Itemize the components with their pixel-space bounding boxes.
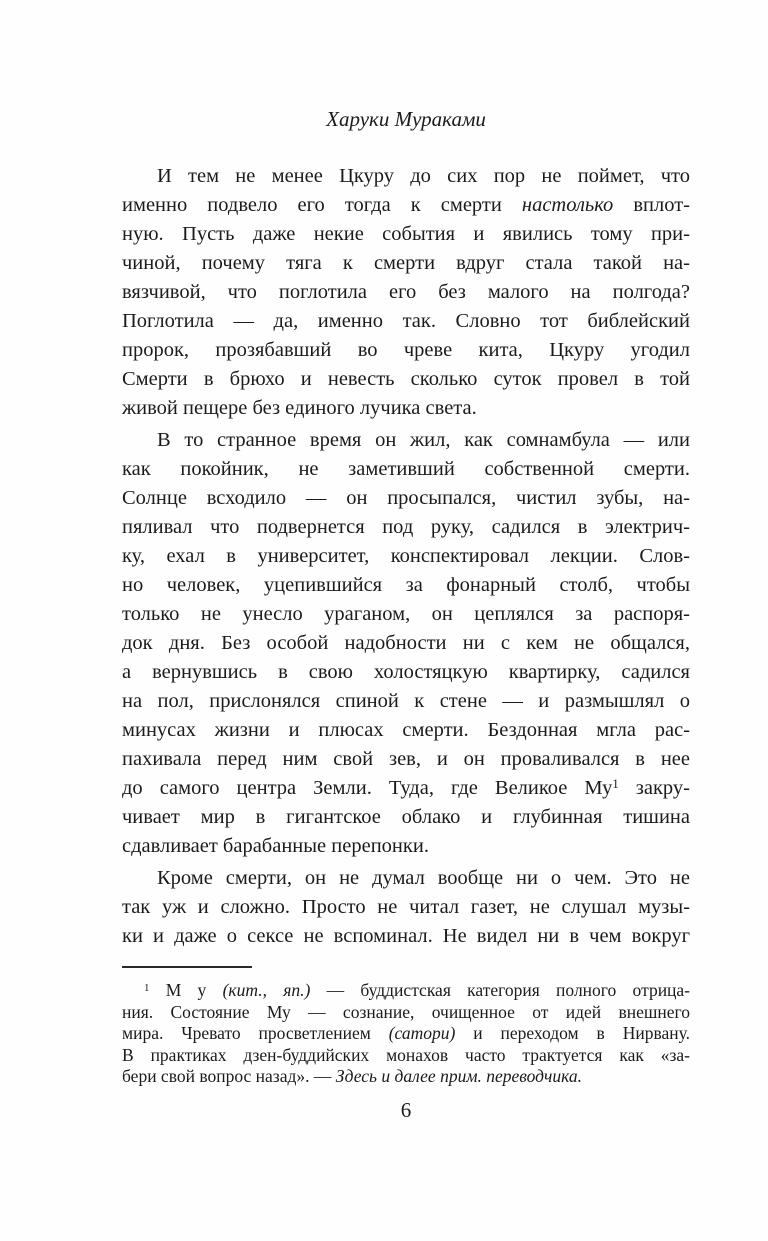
text-line [122,278,690,307]
text-segment: Солнце всходило — он просыпался, чистил зубы, на- [122,487,690,509]
text-line [122,542,690,571]
text-segment: как покойник, не заметивший собственной смерти. [122,458,690,480]
paragraph [122,980,690,1088]
text-segment: И тем не менее Цкуру до сих пор не поймет, что [157,165,690,187]
text-line [122,484,690,513]
text-line [122,600,690,629]
text-line [122,774,690,803]
text-line [122,716,690,745]
text-segment: М у [149,980,223,1000]
text-segment: так уж и сложно. Просто не читал газет, не слушал музы- [122,896,690,918]
text-segment: минусах жизни и плюсах смерти. Бездонная мгла рас- [122,719,690,741]
text-line [122,864,690,893]
footnote-marker: 1 [144,982,150,995]
text-segment: чиной, почему тяга к смерти вдруг стала такой на- [122,252,690,274]
text-line [122,1023,690,1045]
text-segment: Смерти в брюхо и невесть сколько суток провел в той [122,368,690,390]
text-line [122,803,690,832]
text-segment: пахивала перед ним свой зев, и он проваливался в нее [122,748,690,770]
text-segment: сдавливает барабанные перепонки. [122,835,429,857]
paragraph [122,864,690,951]
text-segment: (сатори) [388,1023,456,1043]
text-segment: но человек, уцепившийся за фонарный столб, чтобы [122,574,690,596]
content-column [122,0,690,1241]
text-line [122,162,690,191]
text-segment: док дня. Без особой надобности ни с кем не общался, [122,632,690,654]
text-segment: на пол, прислонялся спиной к стене — и размышлял о [122,690,690,712]
text-segment: закру- [618,777,690,799]
text-line [122,745,690,774]
text-line [122,426,690,455]
text-segment: (кит., яп.) [222,980,311,1000]
text-segment: пророк, прозябавший во чреве кита, Цкуру угодил [122,339,690,361]
text-segment: мира. Чревато просветлением [122,1023,389,1043]
text-line [122,893,690,922]
footnote-text [122,980,690,1088]
text-segment: — буддистская категория полного отрица- [310,980,690,1000]
text-line [122,336,690,365]
footnote-marker: 1 [612,777,619,792]
running-head: Харуки Мураками [326,107,486,131]
text-segment: В то странное время он жил, как сомнамбула — или [157,429,690,451]
text-segment: до самого центра Земли. Туда, где Великое Му [122,777,613,799]
text-segment: вплот- [613,194,690,216]
text-line [122,1002,690,1024]
text-segment: только не унесло ураганом, он цеплялся за распоря- [122,603,690,625]
text-line [122,980,690,1002]
text-line [122,658,690,687]
text-line [122,365,690,394]
text-line [122,629,690,658]
text-line [122,1066,690,1088]
text-line [122,220,690,249]
text-line [122,513,690,542]
text-segment: чивает мир в гигантское облако и глубинная тишина [122,806,690,828]
text-line [122,191,690,220]
text-segment: пяливал что подвернется под руку, садился в электрич- [122,516,690,538]
text-segment: а вернувшись в свою холостяцкую квартирку, садился [122,661,690,683]
text-segment: вязчивой, что поглотила его без малого на полгода? [122,281,690,303]
text-line [122,307,690,336]
text-line [122,571,690,600]
text-line [122,922,690,951]
text-segment: ку, ехал в университет, конспектировал лекции. Слов- [122,545,690,567]
text-segment: ную. Пусть даже некие события и явились тому при- [122,223,690,245]
text-line [122,687,690,716]
text-segment: именно подвело его тогда к смерти [122,194,522,216]
text-segment: В практиках дзен-буддийских монахов часто трактуется как «за- [122,1044,690,1065]
text-segment: бери свой вопрос назад». — [122,1066,336,1086]
text-segment: Здесь и далее прим. переводчика. [335,1066,582,1086]
body-text [122,162,690,951]
text-segment: ки и даже о сексе не вспоминал. Не видел ни в чем вокруг [122,925,690,947]
text-line [122,455,690,484]
text-segment: настолько [521,194,614,216]
text-line [122,394,690,423]
text-segment: Поглотила — да, именно так. Словно тот библейский [122,310,690,332]
text-segment: ния. Состояние Му — сознание, очищенное от идей внешнего [122,1001,690,1022]
text-segment: живой пещере без единого лучика света. [122,397,477,419]
footnote [122,966,690,1088]
paragraph [122,426,690,861]
text-line [122,832,690,861]
text-line [122,1045,690,1067]
page-number: 6 [400,1098,412,1122]
text-segment: Кроме смерти, он не думал вообще ни о чем. Это не [157,867,690,889]
paragraph [122,162,690,423]
footnote-rule [122,966,252,968]
text-segment: и переходом в Нирвану. [455,1023,690,1043]
text-line [122,249,690,278]
